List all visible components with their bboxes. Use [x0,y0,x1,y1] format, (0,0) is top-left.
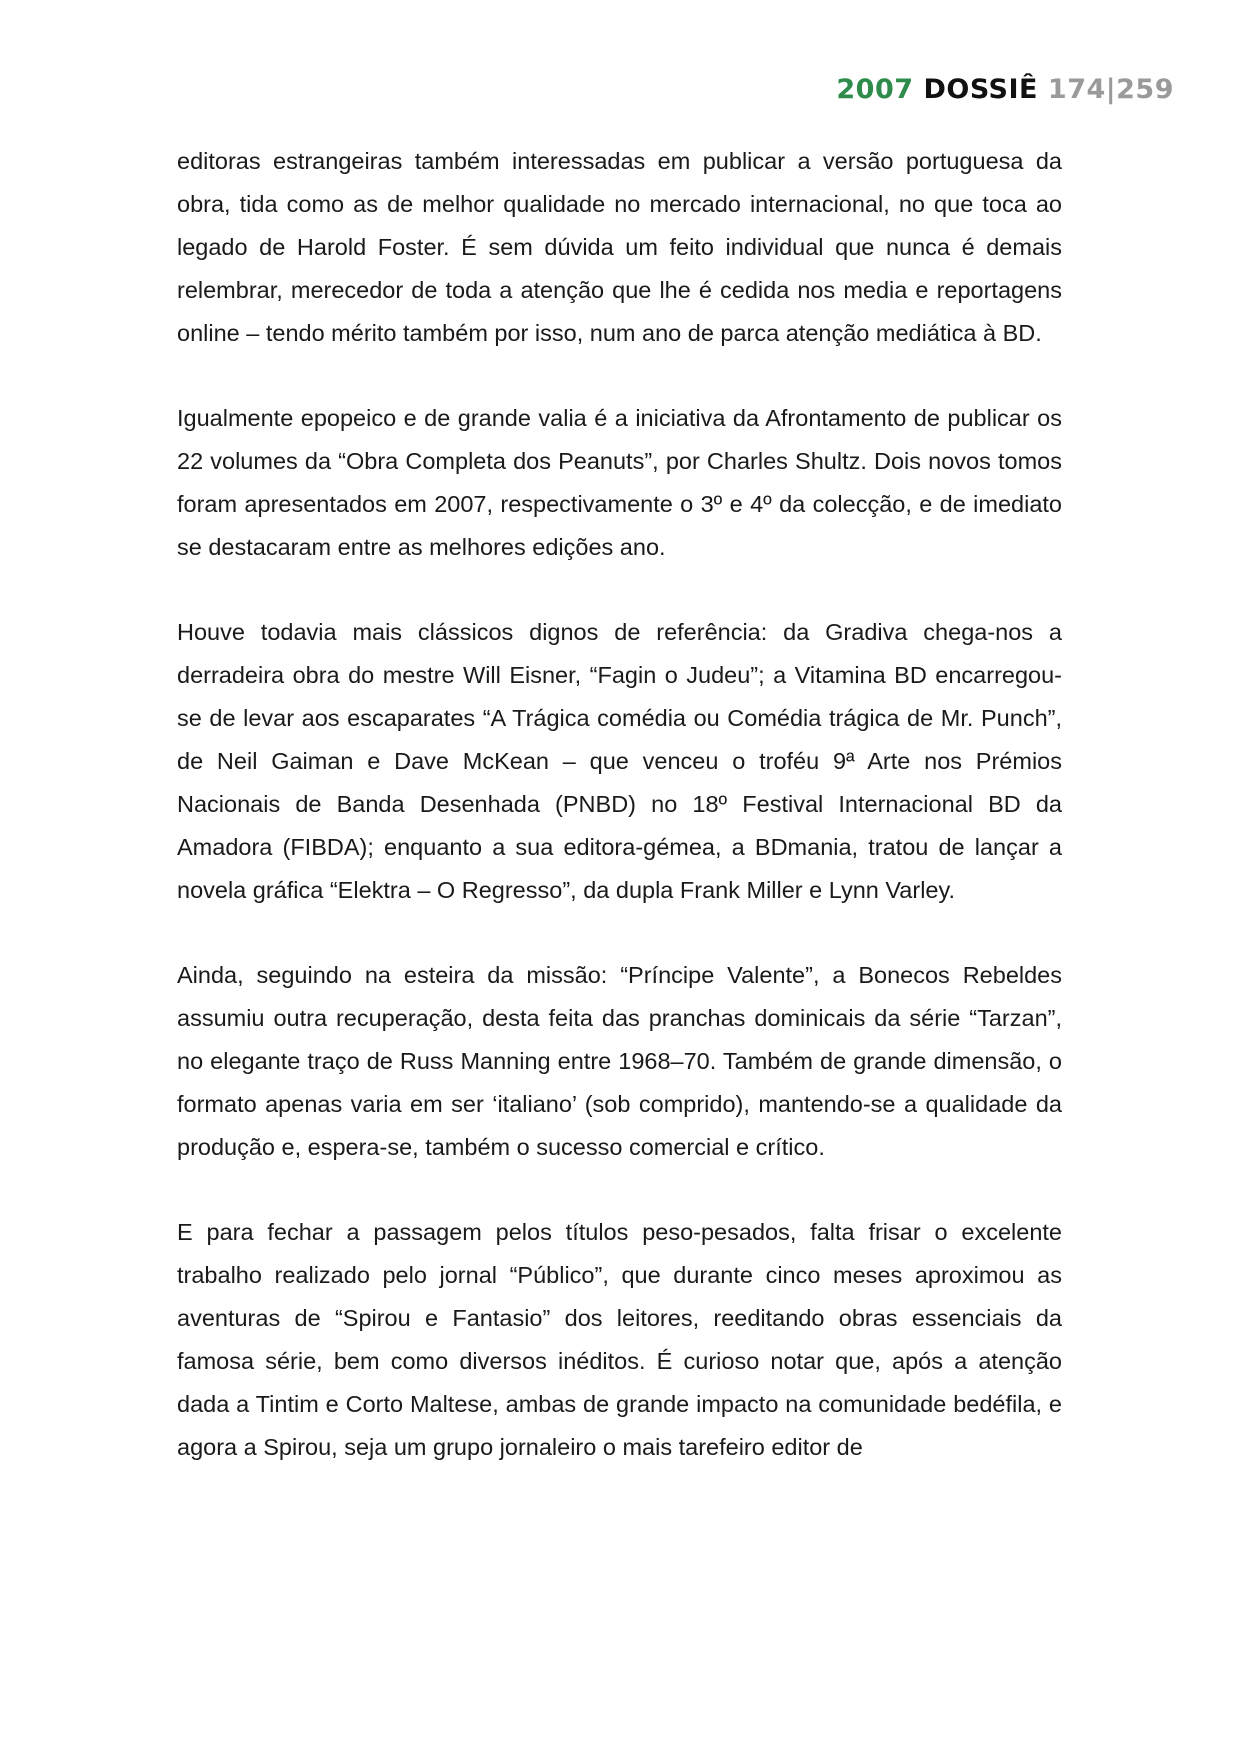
paragraph-4: Ainda, seguindo na esteira da missão: “Príncipe Valente”, a Bonecos Rebeldes assumiu outra recuperação, desta feita das pranchas dominicais da série “Tarzan”, no elegante traço de Russ Manning entre 1968–70. Também de grande dimensão, o formato apenas varia em ser ‘italiano’ (sob comprido), mantendo-se a qualidade da produção e, espera-se, também o sucesso comercial e crítico. [177,962,1062,1160]
paragraph-3: Houve todavia mais clássicos dignos de referência: da Gradiva chega-nos a derradeira obra do mestre Will Eisner, “Fagin o Judeu”; a Vitamina BD encarregou-se de levar aos escaparates “A Trágica comédia ou Comédia trágica de Mr. Punch”, de Neil Gaiman e Dave McKean – que venceu o troféu 9ª Arte nos Prémios Nacionais de Banda Desenhada (PNBD) no 18º Festival Internacional BD da Amadora (FIBDA); enquanto a sua editora-gémea, a BDmania, tratou de lançar a novela gráfica “Elektra – O Regresso”, da dupla Frank Miller e Lynn Varley. [177,619,1062,903]
header-year: 2007 [836,74,914,105]
paragraph-5: E para fechar a passagem pelos títulos peso-pesados, falta frisar o excelente trabalho realizado pelo jornal “Público”, que durante cinco meses aproximou as aventuras de “Spirou e Fantasio” dos leitores, reeditando obras essenciais da famosa série, bem como diversos inéditos. É curioso notar que, após a atenção dada a Tintim e Corto Maltese, ambas de grande impacto na comunidade bedéfila, e agora a Spirou, seja um grupo jornaleiro o mais tarefeiro editor de [177,1219,1062,1460]
paragraph-1: editoras estrangeiras também interessadas em publicar a versão portuguesa da obra, tida como as de melhor qualidade no mercado internacional, no que toca ao legado de Harold Foster. É sem dúvida um feito individual que nunca é demais relembrar, merecedor de toda a atenção que lhe é cedida nos media e reportagens online – tendo mérito também por isso, num ano de parca atenção mediática à BD. [177,148,1062,346]
page-header [836,74,1174,105]
paragraph-2: Igualmente epopeico e de grande valia é a iniciativa da Afrontamento de publicar os 22 volumes da “Obra Completa dos Peanuts”, por Charles Shultz. Dois novos tomos foram apresentados em 2007, respectivamente o 3º e 4º da colecção, e de imediato se destacaram entre as melhores edições ano. [177,405,1062,560]
article-body [177,140,1062,1469]
header-page-numbers: 174|259 [1047,74,1174,105]
header-title: DOSSIÊ [923,74,1038,105]
